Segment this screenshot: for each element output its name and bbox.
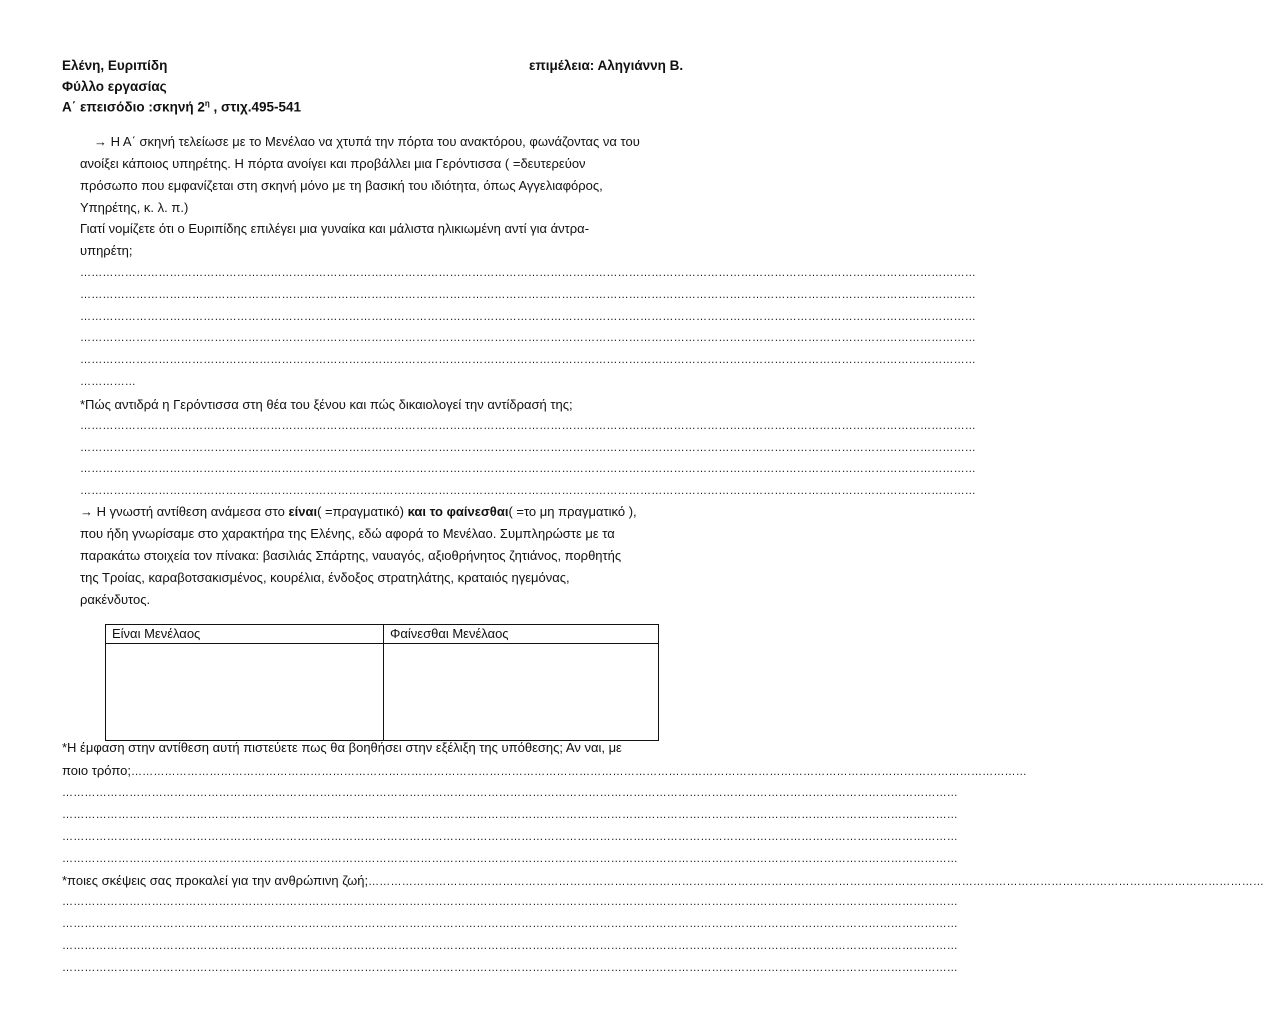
question-2: *Πώς αντιδρά η Γερόντισσα στη θέα του ξένου και πώς δικαιολογεί την αντίδρασή της; xyxy=(80,397,573,412)
answer-line[interactable]: …………………………………………………………………………………………………………………………………………………………………………………………………………………… xyxy=(80,354,976,366)
editor-credit: επιμέλεια: Αληγιάννη Β. xyxy=(529,58,684,73)
table-header-being: Είναι Μενέλαος xyxy=(106,625,384,644)
section1-line-6: υπηρέτη; xyxy=(80,243,133,258)
answer-line[interactable]: …………………………………………………………………………………………………………………………………………………………………………………………………………………… xyxy=(62,918,958,930)
answer-line[interactable]: …………………………………………………………………………………………………………………………………………………………………………………………………………………… xyxy=(62,809,958,821)
answer-line[interactable]: …………………………………………………………………………………………………………………………………………………………………………………………………………………… xyxy=(62,787,958,799)
section3-line-5: ρακένδυτος. xyxy=(80,592,151,607)
scene-reference: Α΄ επεισόδιο :σκηνή $2^\eta$ , στιχ.495-541 xyxy=(62,99,302,115)
being-seeming-table xyxy=(105,624,659,741)
answer-line[interactable]: …………………………………………………………………………………………………………………………………………………………………………………………………………………… xyxy=(80,485,976,497)
section1-line-2: ανοίξει κάποιος υπηρέτης. Η πόρτα ανοίγει και προβάλλει μια Γερόντισσα ( =δευτερεύον xyxy=(80,156,586,171)
sheet-title: Φύλλο εργασίας xyxy=(62,79,167,94)
section1-line-4: Υπηρέτης, κ. λ. π.) xyxy=(80,200,189,215)
section3-line-3: παρακάτω στοιχεία τον πίνακα: βασιλιάς Σπάρτης, ναυαγός, αξιοθρήνητος ζητιάνος, πορθητής xyxy=(80,548,622,563)
play-author: Ελένη, Ευριπίδη xyxy=(62,58,168,73)
section1-line-1: → Η Α΄ σκηνή τελείωσε με το Μενέλαο να χτυπά την πόρτα του ανακτόρου, φωνάζοντας να του xyxy=(94,134,640,149)
answer-line[interactable]: …………………………………………………………………………………………………………………………………………………………………………………………………………………… xyxy=(62,962,958,974)
answer-line-inline[interactable]: …………………………………………………………………………………………………………………………………………………………………………………………………………………… xyxy=(368,876,1264,888)
answer-line[interactable]: …………………………………………………………………………………………………………………………………………………………………………………………………………………… xyxy=(80,267,976,279)
answer-line[interactable]: …………………………………………………………………………………………………………………………………………………………………………………………………………………… xyxy=(62,853,958,865)
answer-line[interactable]: …………………………………………………………………………………………………………………………………………………………………………………………………………………… xyxy=(80,442,976,454)
answer-line[interactable]: …………………………………………………………………………………………………………………………………………………………………………………………………………………… xyxy=(62,940,958,952)
section3-line-1: → Η γνωστή αντίθεση ανάμεσα στο είναι( =πραγματικό) και το φαίνεσθαι( =το μη πραγματικό ), xyxy=(80,504,637,519)
section3-line-2: που ήδη γνωρίσαμε στο χαρακτήρα της Ελένης, εδώ αφορά το Μενέλαο. Συμπληρώστε με τα xyxy=(80,526,615,541)
answer-line[interactable]: …………………………………………………………………………………………………………………………………………………………………………………………………………………… xyxy=(62,831,958,843)
table-header-seeming: Φαίνεσθαι Μενέλαος xyxy=(384,625,659,644)
section3-line-4: της Τροίας, καραβοτσακισμένος, κουρέλια, ένδοξος στρατηλάτης, κραταιός ηγεμόνας, xyxy=(80,570,570,585)
answer-line-short[interactable]: …………… xyxy=(80,376,136,388)
question-4-line-1: *Η έμφαση στην αντίθεση αυτή πιστεύετε πως θα βοηθήσει στην εξέλιξη της υπόθεσης; Αν ναι, με xyxy=(62,740,622,755)
answer-line[interactable]: …………………………………………………………………………………………………………………………………………………………………………………………………………………… xyxy=(62,896,958,908)
answer-line[interactable]: …………………………………………………………………………………………………………………………………………………………………………………………………………………… xyxy=(80,332,976,344)
answer-line[interactable]: …………………………………………………………………………………………………………………………………………………………………………………………………………………… xyxy=(80,311,976,323)
table-cell-being[interactable] xyxy=(106,644,384,741)
answer-line[interactable]: …………………………………………………………………………………………………………………………………………………………………………………………………………………… xyxy=(80,420,976,432)
answer-line-inline[interactable]: …………………………………………………………………………………………………………………………………………………………………………………………………………………… xyxy=(130,766,1027,778)
answer-line[interactable]: …………………………………………………………………………………………………………………………………………………………………………………………………………………… xyxy=(80,289,976,301)
answer-line[interactable]: …………………………………………………………………………………………………………………………………………………………………………………………………………………… xyxy=(80,463,976,475)
section1-line-3: πρόσωπο που εμφανίζεται στη σκηνή μόνο με τη βασική του ιδιότητα, όπως Αγγελιαφόρος, xyxy=(80,178,603,193)
table-cell-seeming[interactable] xyxy=(384,644,659,741)
section1-line-5: Γιατί νομίζετε ότι ο Ευριπίδης επιλέγει μια γυναίκα και μάλιστα ηλικιωμένη αντί για άντρα- xyxy=(80,221,590,236)
question-5: *ποιες σκέψεις σας προκαλεί για την ανθρώπινη ζωή;…………………………………………………………………………………………………………………………………………………………………………………………………………………… xyxy=(62,873,1264,888)
question-4-line-2: ποιο τρόπο;…………………………………………………………………………………………………………………………………………………………………………………………………………………… xyxy=(62,763,1027,778)
